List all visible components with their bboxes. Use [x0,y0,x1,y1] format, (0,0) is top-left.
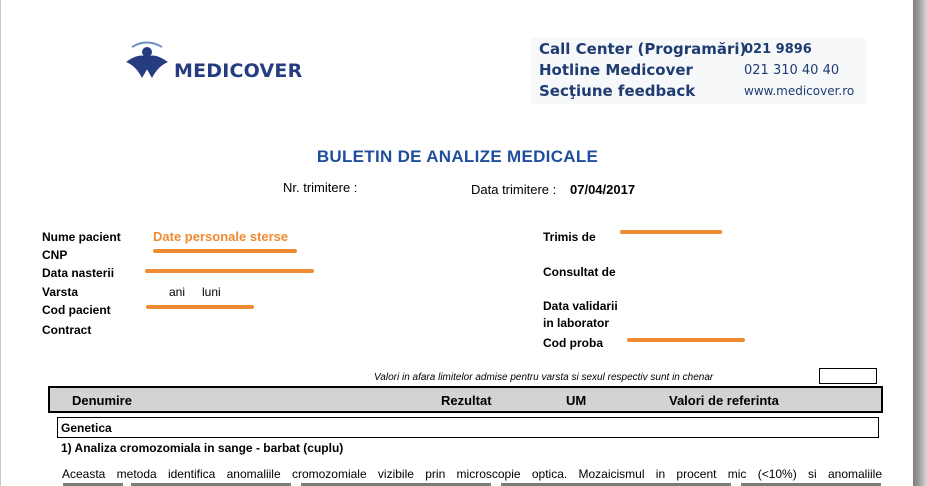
call-center-number: 021 9896 [744,42,812,57]
hotline-number: 021 310 40 40 [744,63,840,78]
redaction-mark-name [153,249,297,253]
hotline-label: Hotline Medicover [539,61,693,79]
column-denumire: Denumire [72,393,132,408]
referral-date-label: Data trimitere : [471,182,557,197]
column-rezultat: Rezultat [441,393,492,408]
column-valori-referinta: Valori de referinta [669,393,779,408]
redaction-mark-sample-code [627,338,745,342]
analysis-title: 1) Analiza cromozomiala in sange - barbat (cuplu) [61,441,344,455]
cnp-label: CNP [42,248,68,262]
redaction-note: Date personale sterse [153,229,289,244]
age-months-unit: luni [202,285,221,299]
section-genetica: Genetica [61,421,112,435]
section-row [57,417,879,438]
analysis-description: Aceasta metoda identifica anomaliile cromozomiale vizibile prin microscopie optica. Mozaicismul in procent mic (<10%) si anomaliile [62,467,882,481]
logo-text: MEDICOVER [174,60,303,82]
feedback-label: Secţiune feedback [539,82,696,100]
patient-name-label: Nume pacient [42,230,121,244]
out-of-range-sample-box [819,368,877,384]
redaction-mark-code [146,305,254,309]
redaction-mark-sent-by [620,230,722,234]
validation-date-label: Data validarii [543,299,618,313]
age-label: Varsta [42,285,79,299]
call-center-label: Call Center (Programări) [539,40,747,58]
consulted-by-label: Consultat de [543,265,616,279]
referral-date-value: 07/04/2017 [570,182,636,197]
column-um: UM [566,393,587,408]
sample-code-label: Cod proba [543,336,603,350]
out-of-range-note: Valori in afara limitelor admise pentru varsta si sexul respectiv sunt in chenar [374,372,714,383]
age-years-unit: ani [169,285,186,299]
birth-date-label: Data nasterii [42,266,115,280]
page-shadow [913,0,927,486]
redaction-mark-birthdate [145,269,314,273]
sent-by-label: Trimis de [543,230,596,244]
contract-label: Contract [42,323,92,337]
referral-number-label: Nr. trimitere : [283,180,358,195]
website-link[interactable]: www.medicover.ro [744,84,855,98]
validation-lab-label: in laborator [543,316,610,330]
document-title: BULETIN DE ANALIZE MEDICALE [316,147,599,166]
patient-code-label: Cod pacient [42,303,111,317]
